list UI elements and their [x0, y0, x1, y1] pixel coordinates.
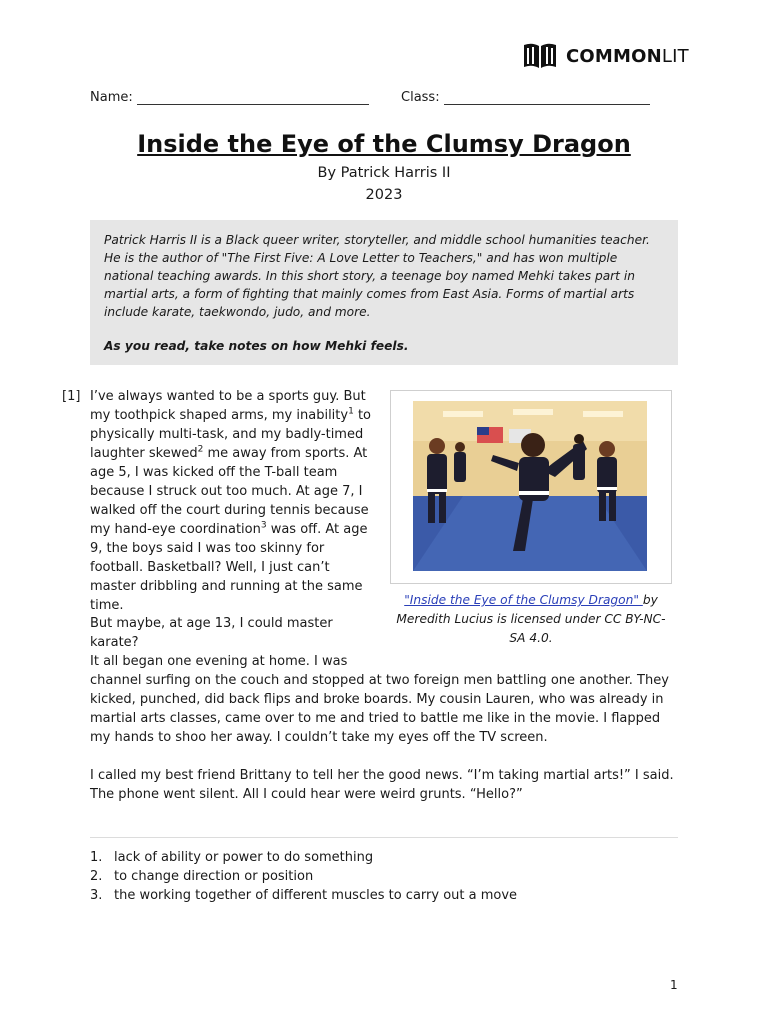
- footnote-ref-3[interactable]: 3: [260, 520, 267, 531]
- page-number: 1: [670, 978, 678, 992]
- footnote-ref-2[interactable]: 2: [197, 444, 204, 455]
- commonlit-logo: [522, 42, 689, 70]
- story-illustration: [390, 390, 672, 584]
- paragraph-number: [1]: [62, 389, 81, 404]
- figure-caption: [390, 591, 672, 648]
- class-field[interactable]: [401, 90, 650, 105]
- footnote-item: 1. lack of ability or power to do something: [90, 850, 374, 865]
- footnotes-list: [90, 848, 517, 905]
- paragraph-1: I’ve always wanted to be a sports guy. But my toothpick shaped arms, my inability$^1$ to physically multi-task, and my badly-timed laughter skewed$^2$ me away from sports. At age 5, I was kicked off the T-ball team because I struck out too much. At age 7, I walked off the court during tennis because my hand-eye coordination$^3$ was off. At age 9, the boys said I was too skinny for football. Basketball? Well, I just can’t master dribbling and running at the same time.: [90, 389, 372, 613]
- footnote-divider: [90, 837, 678, 838]
- intro-box: [90, 220, 678, 365]
- paragraph-3: channel surfing on the couch and stopped at two foreign men battling one another. They kicked, punched, did back flips and broke boards. My cousin Lauren, who was already in martial arts classes, came over to me and tried to battle me like in the movie. I flapped my hands to shoo her away. I couldn’t take my eyes off the TV screen.: [90, 673, 669, 745]
- caption-credit: by Meredith Lucius is licensed under CC BY-NC-SA 4.0.: [396, 593, 666, 645]
- reading-instruction: As you read, take notes on how Mehki feels.: [104, 339, 409, 353]
- martial-arts-class-illustration: [413, 401, 647, 571]
- footnote-ref-1[interactable]: 1: [348, 406, 354, 417]
- paragraph-4: I called my best friend Brittany to tell her the good news. “I’m taking martial arts!” I said. The phone went silent. All I could hear were weird grunts. “Hello?”: [90, 768, 674, 802]
- class-label: Class:: [401, 90, 440, 105]
- footnote-item: 2. to change direction or position: [90, 869, 314, 884]
- publication-year: 2023: [365, 187, 403, 203]
- name-label: Name:: [90, 90, 133, 105]
- page-title: Inside the Eye of the Clumsy Dragon: [137, 130, 631, 158]
- logo-text: COMMONLIT: [566, 45, 689, 67]
- paragraph-3-start: It all began one evening at home. I was: [90, 654, 348, 669]
- name-blank-line[interactable]: [137, 90, 369, 105]
- author-byline: By Patrick Harris II: [317, 165, 451, 181]
- class-blank-line[interactable]: [444, 90, 650, 105]
- name-field[interactable]: [90, 90, 369, 105]
- paragraph-2: But maybe, at age 13, I could master karate?: [90, 616, 333, 650]
- intro-text: Patrick Harris II is a Black queer writer, storyteller, and middle school humanities teacher. He is the author of "The First Five: A Love Letter to Teachers," and has won multiple national teaching awards. In this short story, a teenage boy named Mehki takes part in martial arts, a form of fighting that mainly comes from East Asia. Forms of martial arts include karate, taekwondo, judo, and more.: [104, 233, 650, 319]
- open-book-icon: [522, 42, 558, 70]
- illustration-link[interactable]: "Inside the Eye of the Clumsy Dragon": [404, 593, 643, 607]
- footnote-item: 3. the working together of different muscles to carry out a move: [90, 888, 518, 903]
